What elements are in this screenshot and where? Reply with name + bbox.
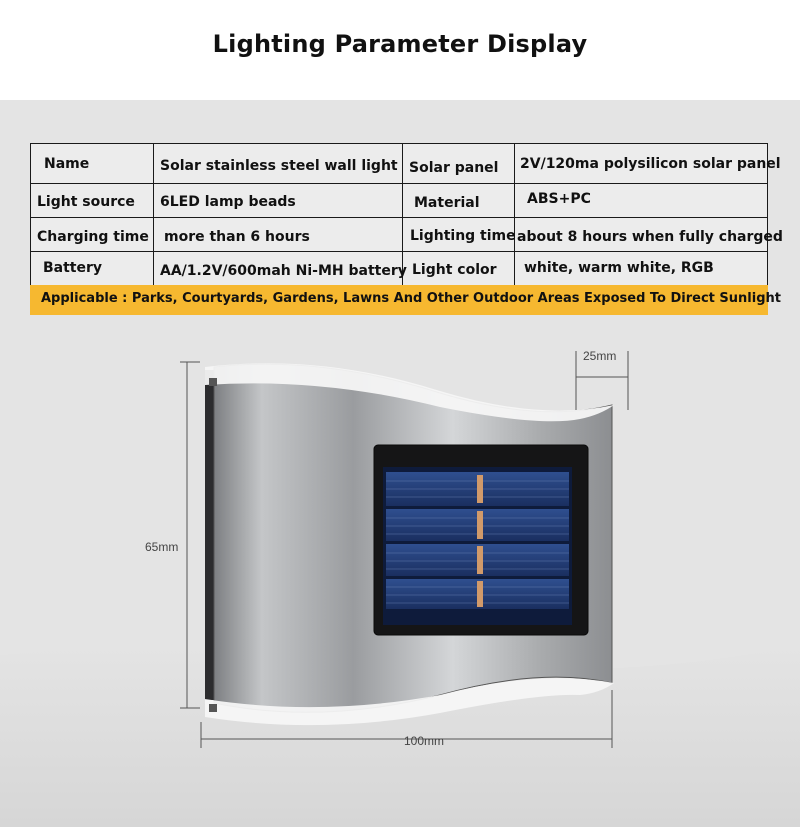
spec-value-solar-panel: 2V/120ma polysilicon solar panel: [520, 156, 781, 172]
table-divider: [153, 143, 154, 285]
table-divider: [30, 183, 768, 184]
table-divider: [514, 143, 515, 285]
solar-panel: [374, 445, 588, 635]
applicable-text: Applicable : Parks, Courtyards, Gardens, Lawns And Other Outdoor Areas Exposed To Direct Sunlight: [41, 291, 781, 306]
spec-value-lighting-time: about 8 hours when fully charged: [517, 229, 783, 245]
spec-label-light-color: Light color: [412, 262, 497, 278]
table-border: [30, 143, 768, 144]
width-dimension-label: 100mm: [404, 734, 445, 748]
screw-top: [209, 378, 217, 386]
spec-label-lighting-time: Lighting time: [410, 228, 516, 244]
spec-value-charging-time: more than 6 hours: [164, 229, 310, 245]
spec-value-name: Solar stainless steel wall light: [160, 158, 398, 174]
screw-bottom: [209, 704, 217, 712]
spec-value-material: ABS+PC: [527, 191, 591, 207]
header: [0, 0, 800, 100]
spec-value-battery: AA/1.2V/600mah Ni-MH battery: [160, 263, 407, 279]
depth-dimension-label: 25mm: [583, 349, 617, 363]
spec-label-light-source: Light source: [37, 194, 135, 210]
height-dimension-label: 65mm: [145, 540, 179, 554]
table-divider: [30, 217, 768, 218]
applicable-banner: [30, 285, 781, 315]
spec-label-battery: Battery: [43, 260, 103, 276]
table-divider: [30, 251, 768, 252]
spec-label-name: Name: [44, 156, 90, 172]
spec-label-charging-time: Charging time: [37, 229, 149, 245]
spec-value-light-source: 6LED lamp beads: [160, 194, 296, 210]
product-diagram: [0, 315, 800, 827]
spec-label-material: Material: [414, 195, 480, 211]
spec-label-solar-panel: Solar panel: [409, 160, 499, 176]
table-border: [30, 143, 31, 285]
page-title: Lighting Parameter Display: [212, 30, 588, 58]
spec-value-light-color: white, warm white, RGB: [524, 260, 714, 276]
